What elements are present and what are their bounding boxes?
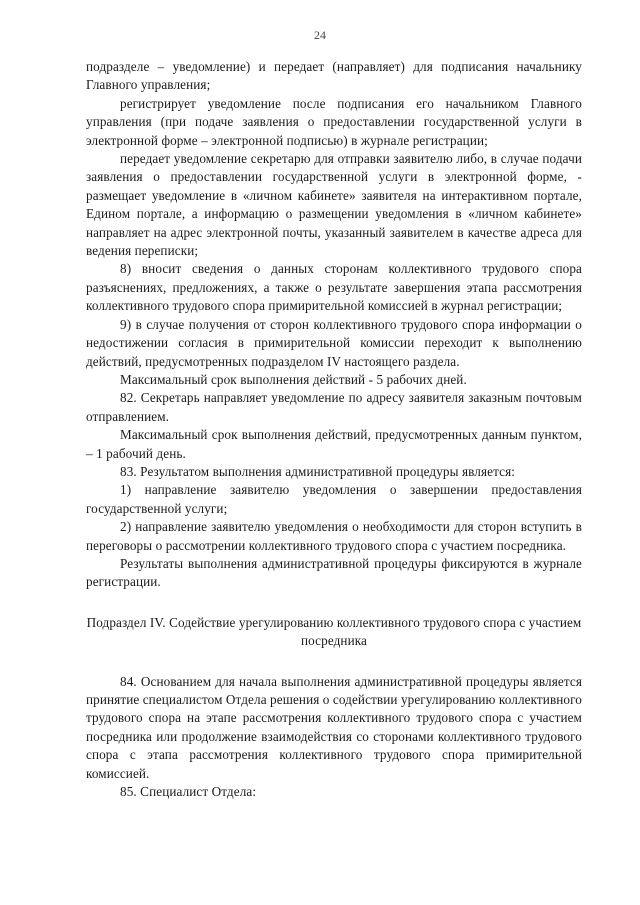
paragraph-send-notice: передает уведомление секретарю для отправки заявителю либо, в случае подачи заявления о предоставлении государственной услуги в электронной форме, - размещает уведомление в «личном кабинете» заявителя на интерактивном портале, Едином портале, а информацию о размещении уведомления в «личном кабинете» направляет на адрес электронной почты, указанный заявителем в качестве адреса для ведения переписки;	[86, 151, 582, 259]
subsection-title: Подраздел IV. Содействие урегулированию коллективного трудового спора с участием посредника	[86, 614, 582, 649]
paragraph-82: 82. Секретарь направляет уведомление по адресу заявителя заказным почтовым отправлением.	[86, 390, 582, 424]
paragraph-item-8: 8) вносит сведения о данных сторонам коллективного трудового спора разъяснениях, предложениях, а также о результате завершения этапа рассмотрения коллективного трудового спора примирительной комиссией в журнал регистрации;	[86, 261, 582, 314]
paragraph-result-2: 2) направление заявителю уведомления о необходимости для сторон вступить в переговоры о рассмотрении коллективного трудового спора с участием посредника.	[86, 519, 582, 553]
paragraph-item-9: 9) в случае получения от сторон коллективного трудового спора информации о недостижении согласия в примирительной комиссии переходит к выполнению действий, предусмотренных подразделом IV настоящего раздела.	[86, 316, 582, 369]
paragraph-83: 83. Результатом выполнения административной процедуры является:	[120, 463, 516, 479]
paragraph-85: 85. Специалист Отдела:	[120, 784, 257, 800]
paragraph-84: 84. Основанием для начала выполнения административной процедуры является принятие специалистом Отдела решения о содействии урегулированию коллективного трудового спора на этапе рассмотрения коллективного трудового спора с участием посредника или продолжение взаимодействия со сторонами коллективного трудового спора с этапа рассмотрения коллективного трудового спора примирительной комиссией.	[86, 673, 582, 781]
page-number: 24	[314, 28, 326, 42]
paragraph-max-term-5-days: Максимальный срок выполнения действий - 5 рабочих дней.	[120, 371, 467, 387]
paragraph-continued: подразделе – уведомление) и передает (направляет) для подписания начальнику Главного управления;	[86, 59, 582, 93]
paragraph-register-notice: регистрирует уведомление после подписания его начальником Главного управления (при подаче заявления о предоставлении государственной услуги в электронной форме – электронной подписью) в журнале регистрации;	[86, 95, 582, 148]
paragraph-results-recorded: Результаты выполнения административной процедуры фиксируются в журнале регистрации.	[86, 555, 582, 590]
paragraph-max-term-1-day: Максимальный срок выполнения действий, предусмотренных данным пунктом, – 1 рабочий день.	[86, 427, 582, 461]
paragraph-result-1: 1) направление заявителю уведомления о завершении предоставления государственной услуги;	[86, 482, 582, 516]
document-body	[86, 58, 582, 801]
